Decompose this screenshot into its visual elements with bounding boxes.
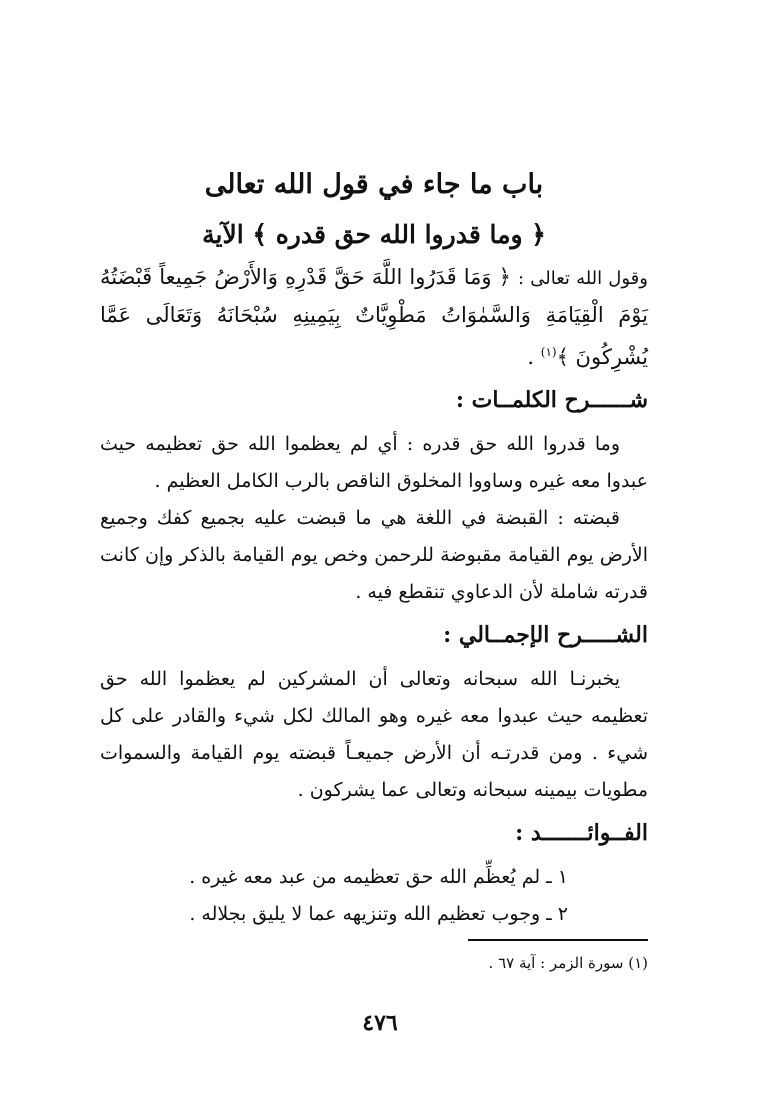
footnote-text: (١) سورة الزمر : آية ٦٧ . xyxy=(488,954,648,972)
benefits-heading: الفــوائـــــــد : xyxy=(515,820,648,846)
chapter-subtitle: ﴿ وما قدروا الله حق قدره ﴾ الآية xyxy=(202,220,546,249)
page-number: ٤٧٦ xyxy=(362,1010,398,1036)
footnote-marker: (١) xyxy=(540,345,557,359)
benefit-item-2: ٢ ـ وجوب تعظيم الله وتنزيهه عما لا يليق بجلاله . xyxy=(189,903,568,925)
quran-verse xyxy=(100,259,648,376)
chapter-title: باب ما جاء في قول الله تعالى xyxy=(204,169,544,200)
benefit-item-1: ١ ـ لم يُعظِّم الله حق تعظيمه من عبد معه غيره . xyxy=(189,866,568,888)
footnote-divider xyxy=(468,939,648,941)
vocab-item-2: قبضته : القبضة في اللغة هي ما قبضت عليه بجميع كفك وجميع الأرض يوم القيامة مقبوضة للرحمن وخص يوم القيامة بالذكر وإن كانت قدرته شاملة لأن الدعاوي تنقطع فيه . xyxy=(100,507,648,603)
page-content xyxy=(100,165,648,975)
vocab-heading: شــــــرح الكلمــات : xyxy=(455,387,648,413)
vocab-item-1: وما قدروا الله حق قدره : أي لم يعظموا الله حق تعظيمه حيث عبدوا معه غيره وساووا المخلوق الناقص بالرب الكامل العظيم . xyxy=(100,433,648,492)
verse-end: . xyxy=(527,345,535,369)
summary-heading: الشـــــرح الإجمــالي : xyxy=(443,622,648,648)
verse-lead: وقول الله تعالى : xyxy=(518,268,648,289)
verse-text: ﴿ وَمَا قَدَرُوا اللَّهَ حَقَّ قَدْرِهِ وَالأَرْضُ جَمِيعاً قَبْضَتُهُ يَوْمَ الْقِيَامَةِ وَالسَّمٰوَاتُ مَطْوِيَّاتٌ بِيَمِينِهِ سُبْحَانَهُ وَتَعَالَى عَمَّا يُشْرِكُونَ ﴾ xyxy=(100,265,648,369)
summary-text: يخبرنـا الله سبحانه وتعالى أن المشركين لم يعظموا الله حق تعظيمه حيث عبدوا معه غيره وهو المالك لكل شيء والقادر على كل شيء . ومن قدرتـه أن الأرض جميعـاً قبضته يوم القيامة والسموات مطويات بيمينه سبحانه وتعالى عما يشركون . xyxy=(100,668,648,801)
